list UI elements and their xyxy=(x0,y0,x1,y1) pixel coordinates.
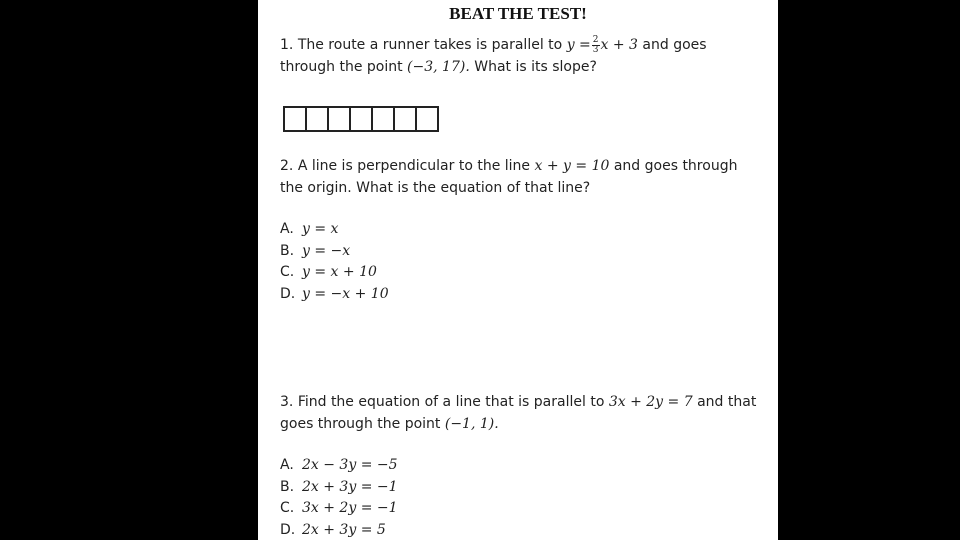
q1-point: (−3, 17). xyxy=(407,59,470,75)
choice-q3-d[interactable] xyxy=(280,520,398,540)
choice-label: D. xyxy=(280,521,296,538)
choice-equation: y = x xyxy=(302,221,339,237)
q1-text-d: What is its slope? xyxy=(474,59,597,75)
choice-equation: 2x + 3y = −1 xyxy=(302,478,398,495)
q1-text-c: through the point xyxy=(280,59,403,75)
choice-q2-a[interactable] xyxy=(280,219,389,241)
choice-equation: 2x − 3y = −5 xyxy=(302,457,398,473)
q2-text-a: A line is perpendicular to the line xyxy=(297,158,531,174)
q3-text-b: and that xyxy=(697,394,757,410)
choice-q3-b[interactable] xyxy=(280,477,398,499)
q3-text-c: goes through the point xyxy=(280,416,441,432)
choice-q3-a[interactable] xyxy=(280,455,398,477)
q2-eq: x + y = 10 xyxy=(534,158,610,174)
q1-frac-den: 3 xyxy=(592,44,599,55)
answer-cell[interactable] xyxy=(285,108,307,130)
answer-grid[interactable] xyxy=(283,106,439,132)
q3-eq: 3x + 2y = 7 xyxy=(608,394,693,410)
q3-point: (−1, 1). xyxy=(444,416,499,432)
page-title: BEAT THE TEST! xyxy=(449,4,587,23)
choice-label: A. xyxy=(280,221,294,237)
choice-equation: 3x + 2y = −1 xyxy=(302,500,398,516)
q2-choices xyxy=(280,219,389,305)
answer-cell[interactable] xyxy=(395,108,417,130)
answer-cell[interactable] xyxy=(373,108,395,130)
choice-equation: y = −x xyxy=(302,242,351,259)
q1-number: 1. xyxy=(280,37,294,53)
q1-eq-y: y = xyxy=(566,37,591,53)
q3-choices xyxy=(280,455,398,540)
choice-label: A. xyxy=(280,457,294,473)
choice-label: D. xyxy=(280,285,296,302)
choice-label: C. xyxy=(280,500,295,516)
answer-cell[interactable] xyxy=(307,108,329,130)
answer-cell[interactable] xyxy=(351,108,373,130)
q3-number: 3. xyxy=(280,394,294,410)
q1-frac-num: 2 xyxy=(592,34,599,45)
choice-label: C. xyxy=(280,264,295,280)
worksheet-page xyxy=(258,0,778,540)
q2-text-c: the origin. What is the equation of that line? xyxy=(280,180,591,196)
q2-text-b: and goes through xyxy=(613,158,738,174)
choice-q2-d[interactable] xyxy=(280,284,389,306)
q1-eq-rest: x + 3 xyxy=(600,37,638,53)
choice-q2-b[interactable] xyxy=(280,241,389,263)
choice-equation: 2x + 3y = 5 xyxy=(302,521,386,538)
q3-text-a: Find the equation of a line that is parallel to xyxy=(297,394,605,410)
q1-fraction xyxy=(592,36,600,55)
answer-cell[interactable] xyxy=(329,108,351,130)
q2-number: 2. xyxy=(280,158,294,174)
q1-text-b: and goes xyxy=(642,37,707,53)
choice-equation: y = x + 10 xyxy=(302,264,377,280)
question-1 xyxy=(280,34,760,78)
choice-q3-c[interactable] xyxy=(280,498,398,520)
question-3 xyxy=(280,391,770,435)
choice-label: B. xyxy=(280,478,295,495)
choice-q2-c[interactable] xyxy=(280,262,389,284)
choice-label: B. xyxy=(280,242,295,259)
q1-text-a: The route a runner takes is parallel to xyxy=(297,37,563,53)
choice-equation: y = −x + 10 xyxy=(302,285,389,302)
question-2 xyxy=(280,155,760,199)
answer-cell[interactable] xyxy=(417,108,437,130)
